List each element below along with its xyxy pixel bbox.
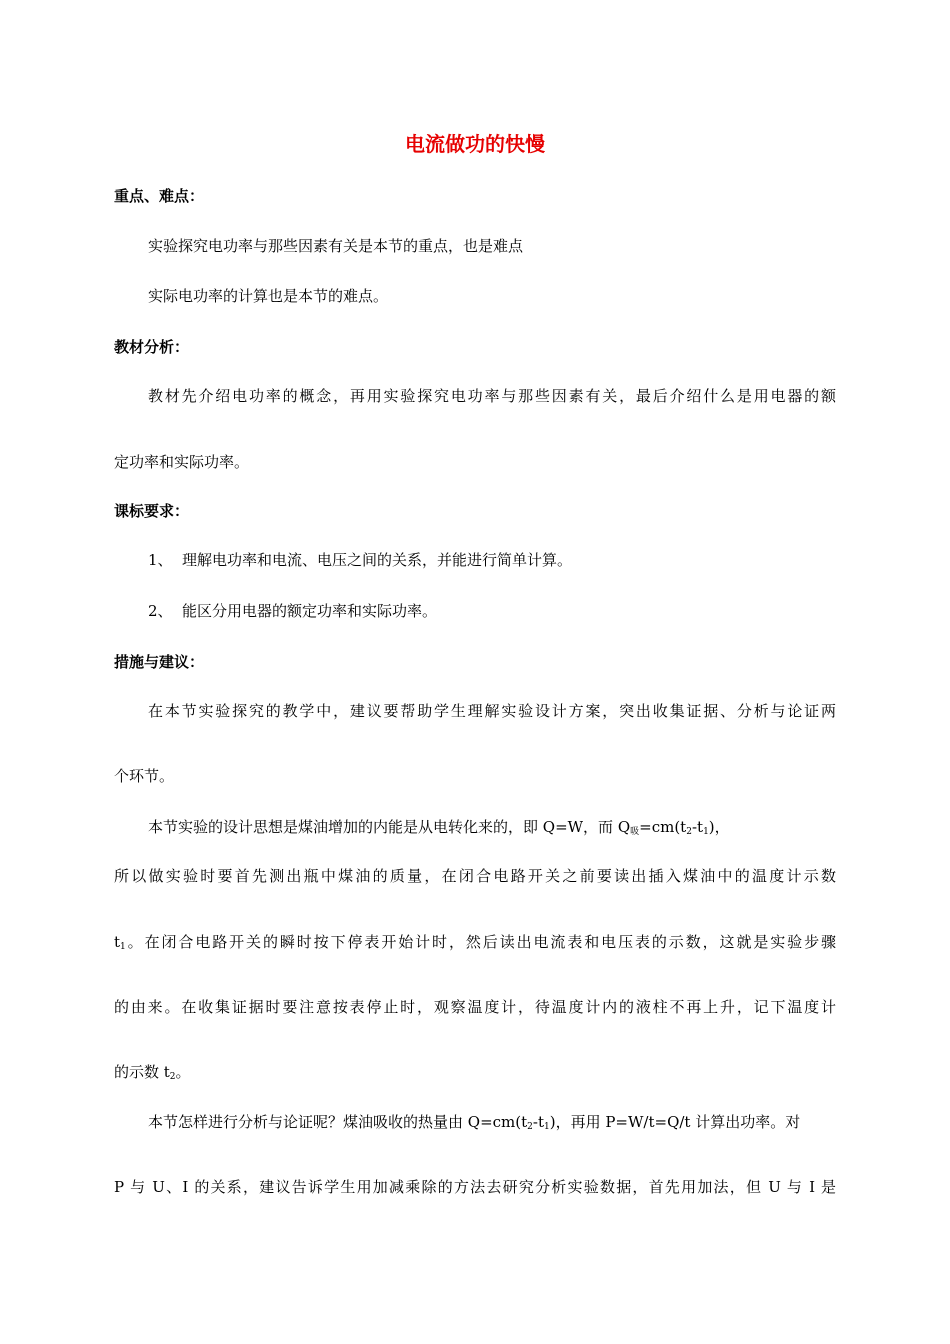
text-run: )， xyxy=(708,818,730,836)
text-run: )，再用 P=W/t=Q/t 计算出功率。对 xyxy=(549,1113,801,1131)
list-item-number: 1、 xyxy=(148,551,173,569)
text-run: -t xyxy=(691,818,704,836)
paragraph-analysis-line-2: 定功率和实际功率。 xyxy=(114,453,250,471)
paragraph-measures-c-line-1 xyxy=(148,1112,800,1132)
paragraph-measures-a-line-2: 个环节。 xyxy=(114,767,175,785)
paragraph-measures-b-line-3 xyxy=(114,932,836,952)
heading-measures-suggestions: 措施与建议： xyxy=(114,653,205,671)
text-run: 。 xyxy=(175,1063,191,1081)
list-item-number: 2、 xyxy=(148,602,173,620)
subscript: 1 xyxy=(543,1122,550,1132)
paragraph-measures-c-line-2: P 与 U、I 的关系，建议告诉学生用加减乘除的方法去研究分析实验数据，首先用加法，但 U 与 I 是 xyxy=(114,1178,836,1196)
subscript: 2 xyxy=(686,827,692,837)
heading-key-points: 重点、难点： xyxy=(114,187,205,205)
text-run: =cm(t xyxy=(639,818,687,836)
heading-curriculum-requirements: 课标要求： xyxy=(114,502,190,520)
text-run: -t xyxy=(532,1113,544,1131)
text-run: 。在闭合电路开关的瞬时按下停表开始计时，然后读出电流表和电压表的示数，这就是实验步骤 xyxy=(125,933,836,951)
list-item xyxy=(148,601,437,621)
paragraph-key-point-2: 实际电功率的计算也是本节的难点。 xyxy=(148,287,389,305)
subscript: 1 xyxy=(703,827,709,837)
subscript: 2 xyxy=(169,1072,176,1082)
paragraph-measures-b-line-1 xyxy=(148,817,730,837)
text-run: 的示数 t xyxy=(114,1063,170,1081)
heading-textbook-analysis: 教材分析： xyxy=(114,338,190,356)
subscript: 2 xyxy=(527,1122,533,1132)
document-title: 电流做功的快慢 xyxy=(405,132,545,156)
subscript: 1 xyxy=(120,942,126,952)
paragraph-key-point-1: 实验探究电功率与那些因素有关是本节的重点，也是难点 xyxy=(148,237,524,255)
list-item-text: 能区分用电器的额定功率和实际功率。 xyxy=(182,602,438,620)
paragraph-measures-b-line-4: 的由来。在收集证据时要注意按表停止时，观察温度计，待温度计内的液柱不再上升，记下温度计 xyxy=(114,998,836,1016)
paragraph-measures-b-line-5 xyxy=(114,1062,191,1082)
text-run: t xyxy=(114,933,121,951)
subscript: 吸 xyxy=(630,827,640,837)
paragraph-measures-a-line-1: 在本节实验探究的教学中，建议要帮助学生理解实验设计方案，突出收集证据、分析与论证两 xyxy=(148,702,836,720)
paragraph-measures-b-line-2: 所以做实验时要首先测出瓶中煤油的质量，在闭合电路开关之前要读出插入煤油中的温度计示数 xyxy=(114,867,836,885)
list-item-text: 理解电功率和电流、电压之间的关系，并能进行简单计算。 xyxy=(182,551,573,569)
paragraph-analysis-line-1: 教材先介绍电功率的概念，再用实验探究电功率与那些因素有关，最后介绍什么是用电器的额 xyxy=(148,387,836,405)
text-run: 本节怎样进行分析与论证呢？煤油吸收的热量由 Q=cm(t xyxy=(148,1113,528,1131)
text-run: 本节实验的设计思想是煤油增加的内能是从电转化来的，即 Q=W，而 Q xyxy=(148,818,631,836)
list-item xyxy=(148,550,572,570)
